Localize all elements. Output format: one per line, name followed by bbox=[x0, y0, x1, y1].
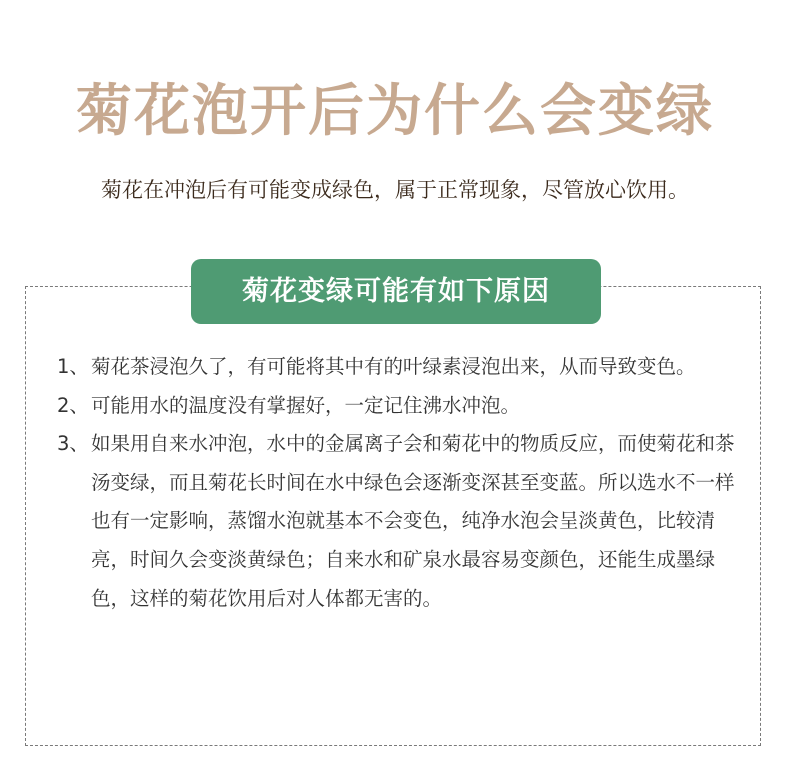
section-heading-badge: 菊花变绿可能有如下原因 bbox=[191, 259, 601, 324]
reasons-list bbox=[57, 348, 743, 618]
reason-number: 2、 bbox=[57, 393, 89, 417]
reason-number: 3、 bbox=[57, 432, 89, 456]
reason-text: 如果用自来水冲泡，水中的金属离子会和菊花中的物质反应，而使菊花和茶汤变绿，而且菊花长时间在水中绿色会逐渐变深甚至变蓝。所以选水不一样也有一定影响，蒸馏水泡就基本不会变色，纯净水泡会呈淡黄色，比较清亮，时间久会变淡黄绿色；自来水和矿泉水最容易变颜色，还能生成墨绿色，这样的菊花饮用后对人体都无害的。 bbox=[91, 432, 735, 610]
reason-text: 菊花茶浸泡久了，有可能将其中有的叶绿素浸泡出来，从而导致变色。 bbox=[91, 355, 696, 378]
reason-item-2 bbox=[57, 387, 743, 426]
page-title: 菊花泡开后为什么会变绿 bbox=[76, 79, 714, 144]
reason-text: 可能用水的温度没有掌握好，一定记住沸水冲泡。 bbox=[91, 393, 521, 417]
page-subtitle: 菊花在冲泡后有可能变成绿色，属于正常现象，尽管放心饮用。 bbox=[101, 178, 689, 202]
reason-item-3 bbox=[57, 425, 743, 618]
reason-number: 1、 bbox=[57, 355, 89, 378]
reason-item-1 bbox=[57, 348, 743, 387]
